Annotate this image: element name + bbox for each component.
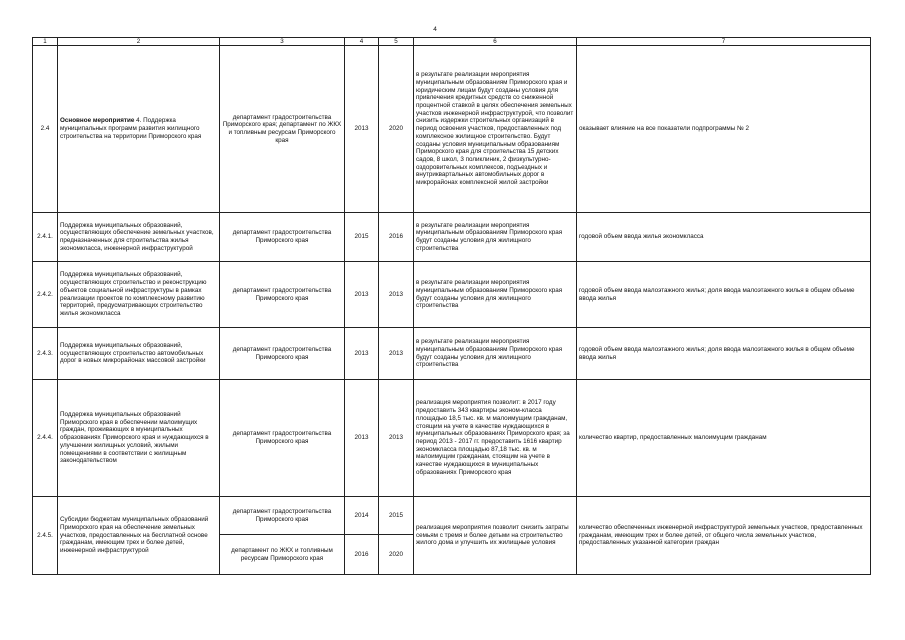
table-row (33, 213, 871, 262)
result-cell: реализация мероприятия позволит: в 2017 году предоставить 343 квартиры эконом-класса площадью 18,5 тыс. кв. м малоимущим гражданам, стоящим на учете в качестве нуждающихся в муниципальных образованиях Приморского края; за период 2013 - 2017 гг. предоставить 1616 квартир экономкласса площадью 87,18 тыс. кв. м малоимущим гражданам, стоящим на учете в качестве нуждающихся в муниципальных образованиях Приморского края (414, 380, 577, 497)
program-table (32, 37, 871, 575)
result-cell: в результате реализации мероприятия муниципальным образованиям Приморского края и юридическим лицам будут созданы условия для привлечения кредитных средств со сниженной процентной ставкой в целях обеспечения земельных участков инженерной инфраструктурой, что позволит снизить издержки строительных организаций в период освоения участков, предоставленных под комплексное жилищное строительство. Будут созданы условия муниципальным образованиям Приморского края для строительства 15 детских садов, 8 школ, 3 поликлиник, 2 физкультурно-оздоровительных комплексов, подъездных и внутриквартальных автомобильных дорог в микрорайонах комплексной жилой застройки (414, 46, 577, 213)
result-cell: в результате реализации мероприятия муниципальным образованиям Приморского края будут созданы условия для жилищного строительства (414, 328, 577, 380)
indicator-cell: количество обеспеченных инженерной инфраструктурой земельных участков, предоставленных гражданам, имеющим трех и более детей, от общего числа земельных участков, предоставленных указанной категории граждан (577, 497, 871, 575)
header-cell: 4 (345, 38, 379, 46)
table-row (33, 497, 871, 535)
table-row (33, 46, 871, 213)
executor-cell: департамент градостроительства Приморского края (220, 497, 345, 535)
end-year: 2015 (379, 497, 414, 535)
header-cell: 1 (33, 38, 58, 46)
indicator-cell: оказывает влияние на все показатели подпрограммы № 2 (577, 46, 871, 213)
activity-cell: Субсидии бюджетам муниципальных образований Приморского края на обеспечение земельных участков, предоставленных на бесплатной основе гражданам, имеющим трех и более детей, инженерной инфраструктурой (58, 497, 220, 575)
end-year: 2013 (379, 328, 414, 380)
activity-cell: Поддержка муниципальных образований, осуществляющих обеспечение земельных участков, предназначенных для строительства жилья экономкласса, инженерной инфраструктурой (58, 213, 220, 262)
activity-cell: Поддержка муниципальных образований Приморского края в обеспечении малоимущих граждан, проживающих в муниципальных образованиях Приморского края и нуждающихся в улучшении жилищных условий, жилыми помещениями в соответствии с жилищным законодательством (58, 380, 220, 497)
executor-cell: департамент градостроительства Приморского края (220, 262, 345, 328)
start-year: 2016 (345, 535, 379, 575)
end-year: 2016 (379, 213, 414, 262)
end-year: 2020 (379, 46, 414, 213)
row-number: 2.4.1. (33, 213, 58, 262)
start-year: 2015 (345, 213, 379, 262)
header-cell: 6 (414, 38, 577, 46)
indicator-cell: количество квартир, предоставленных малоимущим гражданам (577, 380, 871, 497)
row-number: 2.4.3. (33, 328, 58, 380)
end-year: 2020 (379, 535, 414, 575)
executor-cell: департамент градостроительства Приморского края (220, 380, 345, 497)
row-number: 2.4 (33, 46, 58, 213)
indicator-cell: годовой объем ввода жилья экономкласса (577, 213, 871, 262)
start-year: 2014 (345, 497, 379, 535)
result-cell: в результате реализации мероприятия муниципальным образованиям Приморского края будут созданы условия для жилищного строительства (414, 262, 577, 328)
row-number: 2.4.2. (33, 262, 58, 328)
indicator-cell: годовой объем ввода малоэтажного жилья; доля ввода малоэтажного жилья в общем объеме ввода жилья (577, 262, 871, 328)
activity-cell: Поддержка муниципальных образований, осуществляющих строительство и реконструкцию объектов социальной инфраструктуры в рамках реализации проектов по комплексному развитию территорий, предусматривающих строительство жилья экономкласса (58, 262, 220, 328)
header-cell: 2 (58, 38, 220, 46)
activity-title-bold: Основное мероприятие (60, 117, 135, 125)
activity-cell (58, 46, 220, 213)
activity-cell: Поддержка муниципальных образований, осуществляющих строительство автомобильных дорог в новых микрорайонах массовой застройки (58, 328, 220, 380)
header-cell: 7 (577, 38, 871, 46)
start-year: 2013 (345, 262, 379, 328)
row-number: 2.4.5. (33, 497, 58, 575)
start-year: 2013 (345, 46, 379, 213)
table-row (33, 380, 871, 497)
page-number: 4 (433, 26, 437, 33)
indicator-cell: годовой объем ввода малоэтажного жилья; доля ввода малоэтажного жилья в общем объеме ввода жилья (577, 328, 871, 380)
table-row (33, 262, 871, 328)
end-year: 2013 (379, 380, 414, 497)
executor-cell: департамент градостроительства Приморского края (220, 328, 345, 380)
start-year: 2013 (345, 380, 379, 497)
header-cell: 5 (379, 38, 414, 46)
header-cell: 3 (220, 38, 345, 46)
executor-cell: департамент градостроительства Приморского края; департамент по ЖКХ и топливным ресурсам Приморского края (220, 46, 345, 213)
activity-title-rest: 4. Поддержка муниципальных программ развития жилищного строительства на территории Приморского края (60, 117, 202, 140)
result-cell: реализация мероприятия позволит снизить затраты семьям с тремя и более детьми на строительство жилого дома и улучшить их жилищные условия (414, 497, 577, 575)
end-year: 2013 (379, 262, 414, 328)
executor-cell: департамент градостроительства Приморского края (220, 213, 345, 262)
row-number: 2.4.4. (33, 380, 58, 497)
table-row (33, 328, 871, 380)
header-row (33, 38, 871, 46)
result-cell: в результате реализации мероприятия муниципальным образованиям Приморского края будут созданы условия для жилищного строительства (414, 213, 577, 262)
start-year: 2013 (345, 328, 379, 380)
executor-cell: департамент по ЖКХ и топливным ресурсам Приморского края (220, 535, 345, 575)
